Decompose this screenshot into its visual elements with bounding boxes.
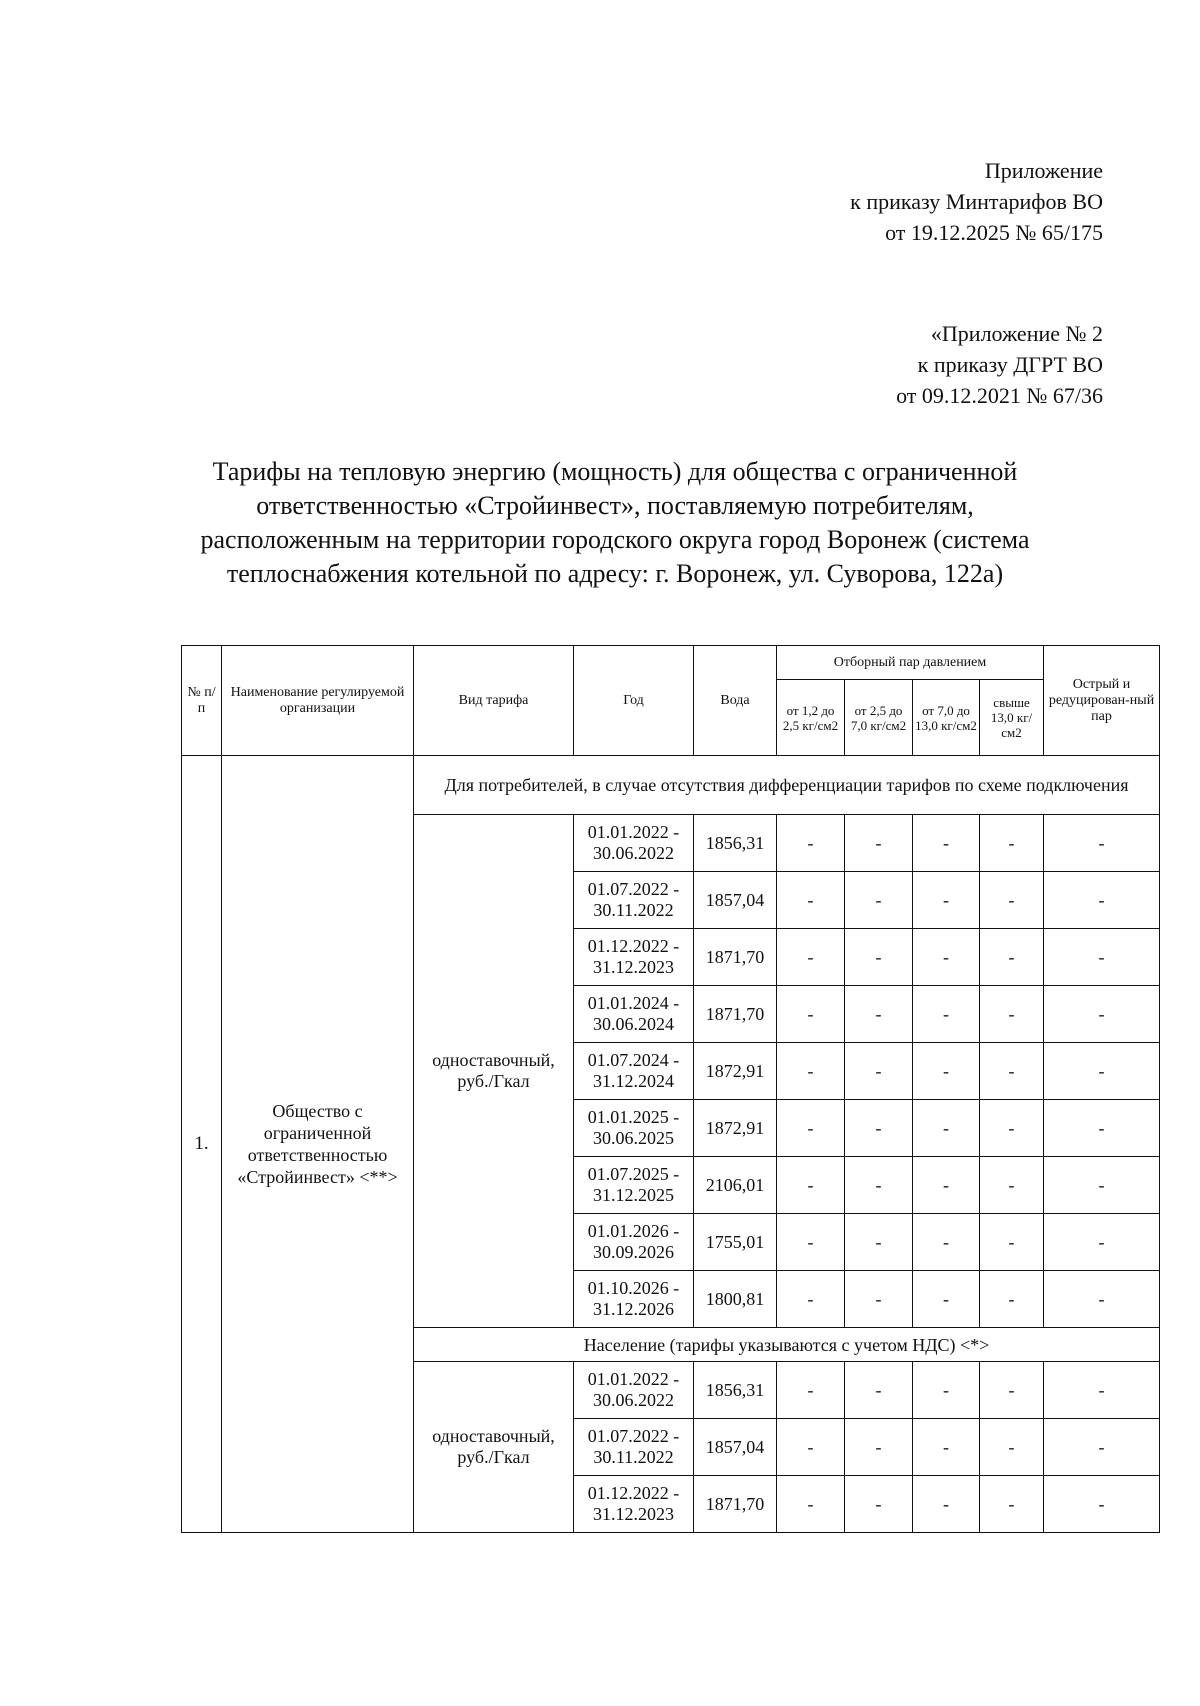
empty-value: - <box>845 1476 913 1533</box>
empty-value: - <box>845 1362 913 1419</box>
empty-value: - <box>777 929 845 986</box>
water-value: 1856,31 <box>694 1362 777 1419</box>
period-cell <box>574 872 694 929</box>
header-tariff-type: Вид тарифа <box>414 646 574 756</box>
empty-value: - <box>845 815 913 872</box>
water-value: 1755,01 <box>694 1214 777 1271</box>
period-cell <box>574 1214 694 1271</box>
period-end: 31.12.2025 <box>593 1185 674 1205</box>
period-start: 01.01.2022 - <box>587 1369 680 1389</box>
empty-value: - <box>777 1043 845 1100</box>
empty-value: - <box>845 1214 913 1271</box>
period-end: 30.06.2025 <box>593 1128 674 1148</box>
empty-value: - <box>1044 1476 1160 1533</box>
header-sharp-steam: Острый и редуцирован-ный пар <box>1044 646 1160 756</box>
annex-line: от 19.12.2025 № 65/175 <box>885 220 1103 245</box>
empty-value: - <box>777 1214 845 1271</box>
period-end: 30.06.2024 <box>593 1014 674 1034</box>
title-line: Тарифы на тепловую энергию (мощность) для общества с ограниченной <box>212 457 1018 486</box>
empty-value: - <box>1044 872 1160 929</box>
empty-value: - <box>980 986 1044 1043</box>
empty-value: - <box>1044 1214 1160 1271</box>
empty-value: - <box>777 1419 845 1476</box>
period-start: 01.12.2022 - <box>587 936 680 956</box>
empty-value: - <box>980 1476 1044 1533</box>
header-steam-4: свыше 13,0 кг/см2 <box>980 680 1044 756</box>
period-end: 30.11.2022 <box>593 1447 674 1467</box>
header-steam-2: от 2,5 до 7,0 кг/см2 <box>845 680 913 756</box>
empty-value: - <box>1044 1362 1160 1419</box>
annex-line: Приложение <box>984 158 1103 183</box>
tariff-type: одноставочный, руб./Гкал <box>414 1362 574 1533</box>
period-cell <box>574 1100 694 1157</box>
document-title <box>180 455 1050 591</box>
header-num: № п/п <box>182 646 222 756</box>
period-start: 01.07.2022 - <box>587 1426 680 1446</box>
period-start: 01.01.2025 - <box>587 1107 680 1127</box>
empty-value: - <box>913 1214 980 1271</box>
period-cell <box>574 1476 694 1533</box>
period-cell <box>574 1362 694 1419</box>
empty-value: - <box>777 872 845 929</box>
empty-value: - <box>1044 1419 1160 1476</box>
empty-value: - <box>980 1043 1044 1100</box>
empty-value: - <box>980 1362 1044 1419</box>
title-line: ответственностью «Стройинвест», поставляемую потребителям, <box>256 491 974 520</box>
tariff-table <box>181 645 1160 1533</box>
empty-value: - <box>777 1476 845 1533</box>
empty-value: - <box>913 1271 980 1328</box>
header-year: Год <box>574 646 694 756</box>
title-line: расположенным на территории городского округа город Воронеж (система <box>200 525 1030 554</box>
empty-value: - <box>980 1271 1044 1328</box>
period-start: 01.01.2022 - <box>587 822 680 842</box>
empty-value: - <box>913 929 980 986</box>
empty-value: - <box>980 1419 1044 1476</box>
period-start: 01.07.2025 - <box>587 1164 680 1184</box>
section-title: Для потребителей, в случае отсутствия дифференциации тарифов по схеме подключения <box>414 756 1160 815</box>
empty-value: - <box>980 1214 1044 1271</box>
period-end: 30.09.2026 <box>593 1242 674 1262</box>
period-cell <box>574 986 694 1043</box>
period-end: 31.12.2023 <box>593 1504 674 1524</box>
empty-value: - <box>1044 986 1160 1043</box>
header-water: Вода <box>694 646 777 756</box>
period-end: 30.06.2022 <box>593 1390 674 1410</box>
period-end: 31.12.2024 <box>593 1071 674 1091</box>
water-value: 1872,91 <box>694 1100 777 1157</box>
period-cell <box>574 1419 694 1476</box>
section-title: Население (тарифы указываются с учетом НДС) <*> <box>414 1328 1160 1362</box>
water-value: 1857,04 <box>694 872 777 929</box>
annex2-line: от 09.12.2021 № 67/36 <box>896 383 1103 408</box>
empty-value: - <box>1044 1157 1160 1214</box>
org-name: Общество с ограниченной ответственностью «Стройинвест» <**> <box>222 756 414 1533</box>
empty-value: - <box>845 929 913 986</box>
period-start: 01.01.2026 - <box>587 1221 680 1241</box>
table-body <box>182 756 1160 1533</box>
period-end: 31.12.2026 <box>593 1299 674 1319</box>
period-end: 31.12.2023 <box>593 957 674 977</box>
empty-value: - <box>777 1157 845 1214</box>
empty-value: - <box>913 815 980 872</box>
empty-value: - <box>980 872 1044 929</box>
period-start: 01.10.2026 - <box>587 1278 680 1298</box>
empty-value: - <box>1044 1043 1160 1100</box>
empty-value: - <box>777 815 845 872</box>
empty-value: - <box>777 1271 845 1328</box>
empty-value: - <box>1044 815 1160 872</box>
empty-value: - <box>1044 1271 1160 1328</box>
period-cell <box>574 929 694 986</box>
empty-value: - <box>845 872 913 929</box>
period-start: 01.12.2022 - <box>587 1483 680 1503</box>
water-value: 1871,70 <box>694 929 777 986</box>
empty-value: - <box>913 1100 980 1157</box>
empty-value: - <box>980 929 1044 986</box>
period-cell <box>574 815 694 872</box>
empty-value: - <box>913 1476 980 1533</box>
annex2-block <box>896 318 1103 411</box>
annex2-line: «Приложение № 2 <box>930 321 1103 346</box>
header-steam-1: от 1,2 до 2,5 кг/см2 <box>777 680 845 756</box>
empty-value: - <box>913 1362 980 1419</box>
empty-value: - <box>845 1043 913 1100</box>
annex-line: к приказу Минтарифов ВО <box>850 189 1103 214</box>
empty-value: - <box>913 1157 980 1214</box>
water-value: 1871,70 <box>694 986 777 1043</box>
empty-value: - <box>845 1100 913 1157</box>
empty-value: - <box>845 1419 913 1476</box>
water-value: 1800,81 <box>694 1271 777 1328</box>
period-end: 30.11.2022 <box>593 900 674 920</box>
period-cell <box>574 1043 694 1100</box>
period-start: 01.01.2024 - <box>587 993 680 1013</box>
water-value: 1872,91 <box>694 1043 777 1100</box>
empty-value: - <box>913 1043 980 1100</box>
empty-value: - <box>777 1100 845 1157</box>
annex2-line: к приказу ДГРТ ВО <box>917 352 1103 377</box>
period-cell <box>574 1157 694 1214</box>
empty-value: - <box>1044 1100 1160 1157</box>
water-value: 1857,04 <box>694 1419 777 1476</box>
empty-value: - <box>777 1362 845 1419</box>
tariff-type: одноставочный, руб./Гкал <box>414 815 574 1328</box>
period-start: 01.07.2024 - <box>587 1050 680 1070</box>
title-line: теплоснабжения котельной по адресу: г. Воронеж, ул. Суворова, 122а) <box>226 559 1004 588</box>
row-number: 1. <box>182 756 222 1533</box>
empty-value: - <box>845 1271 913 1328</box>
header-steam-3: от 7,0 до 13,0 кг/см2 <box>913 680 980 756</box>
empty-value: - <box>777 986 845 1043</box>
empty-value: - <box>913 986 980 1043</box>
empty-value: - <box>845 1157 913 1214</box>
period-cell <box>574 1271 694 1328</box>
header-org: Наименование регулируемой организации <box>222 646 414 756</box>
empty-value: - <box>980 815 1044 872</box>
annex-block <box>850 155 1103 248</box>
empty-value: - <box>1044 929 1160 986</box>
period-end: 30.06.2022 <box>593 843 674 863</box>
water-value: 1856,31 <box>694 815 777 872</box>
header-steam-group: Отборный пар давлением <box>777 646 1044 680</box>
empty-value: - <box>980 1100 1044 1157</box>
empty-value: - <box>913 872 980 929</box>
period-start: 01.07.2022 - <box>587 879 680 899</box>
water-value: 2106,01 <box>694 1157 777 1214</box>
empty-value: - <box>845 986 913 1043</box>
empty-value: - <box>980 1157 1044 1214</box>
water-value: 1871,70 <box>694 1476 777 1533</box>
empty-value: - <box>913 1419 980 1476</box>
